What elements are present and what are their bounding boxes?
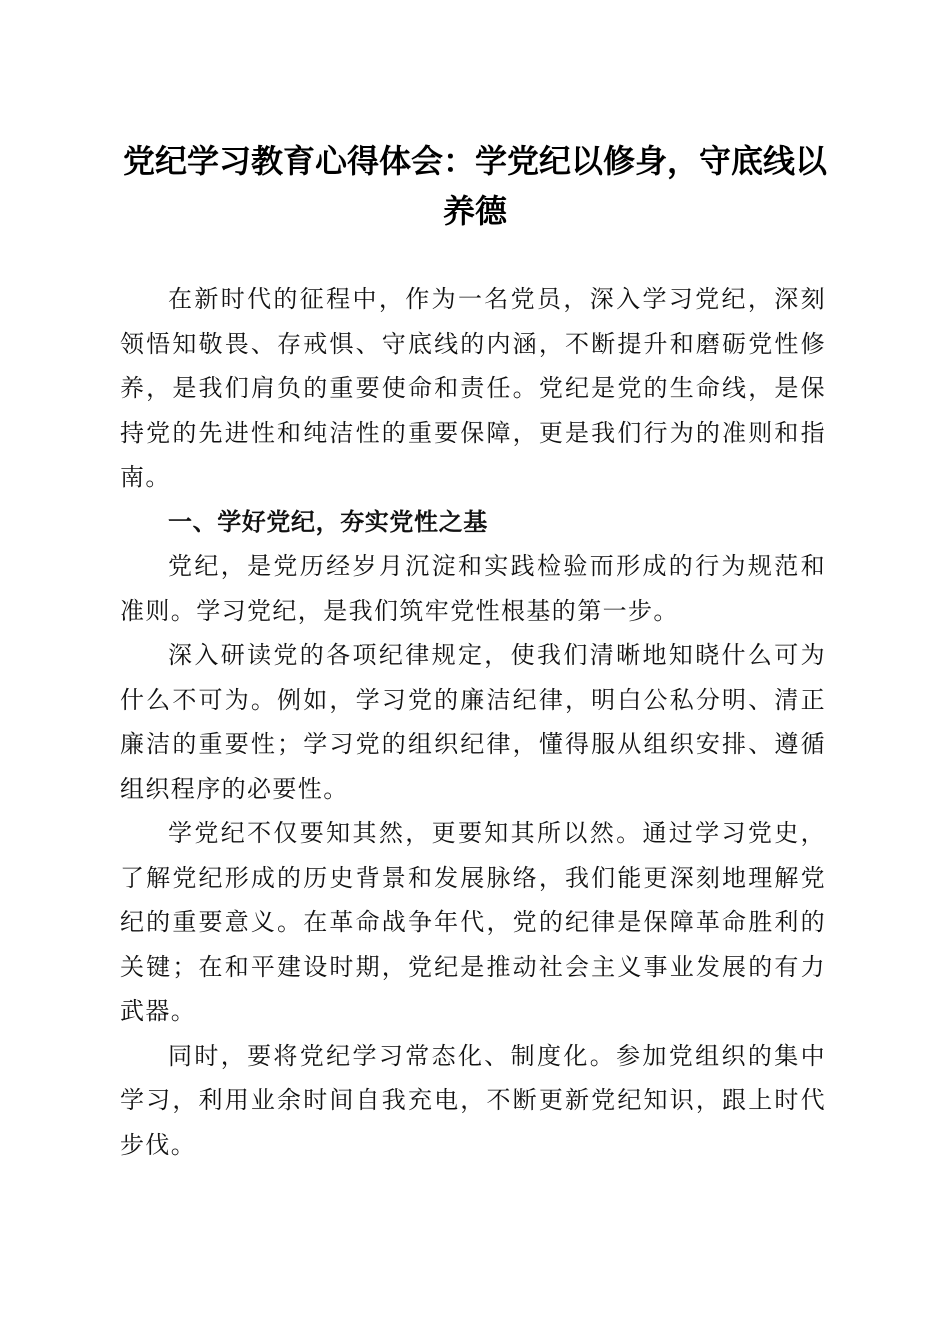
section-paragraph: 党纪，是党历经岁月沉淀和实践检验而形成的行为规范和准则。学习党纪，是我们筑牢党性根基的第一步。: [120, 552, 826, 625]
intro-paragraph: 在新时代的征程中，作为一名党员，深入学习党纪，深刻领悟知敬畏、存戒惧、守底线的内涵，不断提升和磨砺党性修养，是我们肩负的重要使命和责任。党纪是党的生命线，是保持党的先进性和纯洁性的重要保障，更是我们行为的准则和指南。: [120, 285, 826, 491]
section-paragraph: 学党纪不仅要知其然，更要知其所以然。通过学习党史，了解党纪形成的历史背景和发展脉络，我们能更深刻地理解党纪的重要意义。在革命战争年代，党的纪律是保障革命胜利的关键；在和平建设时期，党纪是推动社会主义事业发展的有力武器。: [120, 819, 826, 1025]
section-heading: 一、学好党纪，夯实党性之基: [168, 507, 488, 536]
section-paragraph: 同时，要将党纪学习常态化、制度化。参加党组织的集中学习，利用业余时间自我充电，不断更新党纪知识，跟上时代步伐。: [120, 1041, 826, 1159]
document-title: 党纪学习教育心得体会：学党纪以修身，守底线以养德: [122, 142, 827, 230]
document-body: [120, 277, 826, 1167]
section-paragraph: 深入研读党的各项纪律规定，使我们清晰地知晓什么可为什么不可为。例如，学习党的廉洁纪律，明白公私分明、清正廉洁的重要性；学习党的组织纪律，懂得服从组织安排、遵循组织程序的必要性。: [120, 641, 826, 803]
